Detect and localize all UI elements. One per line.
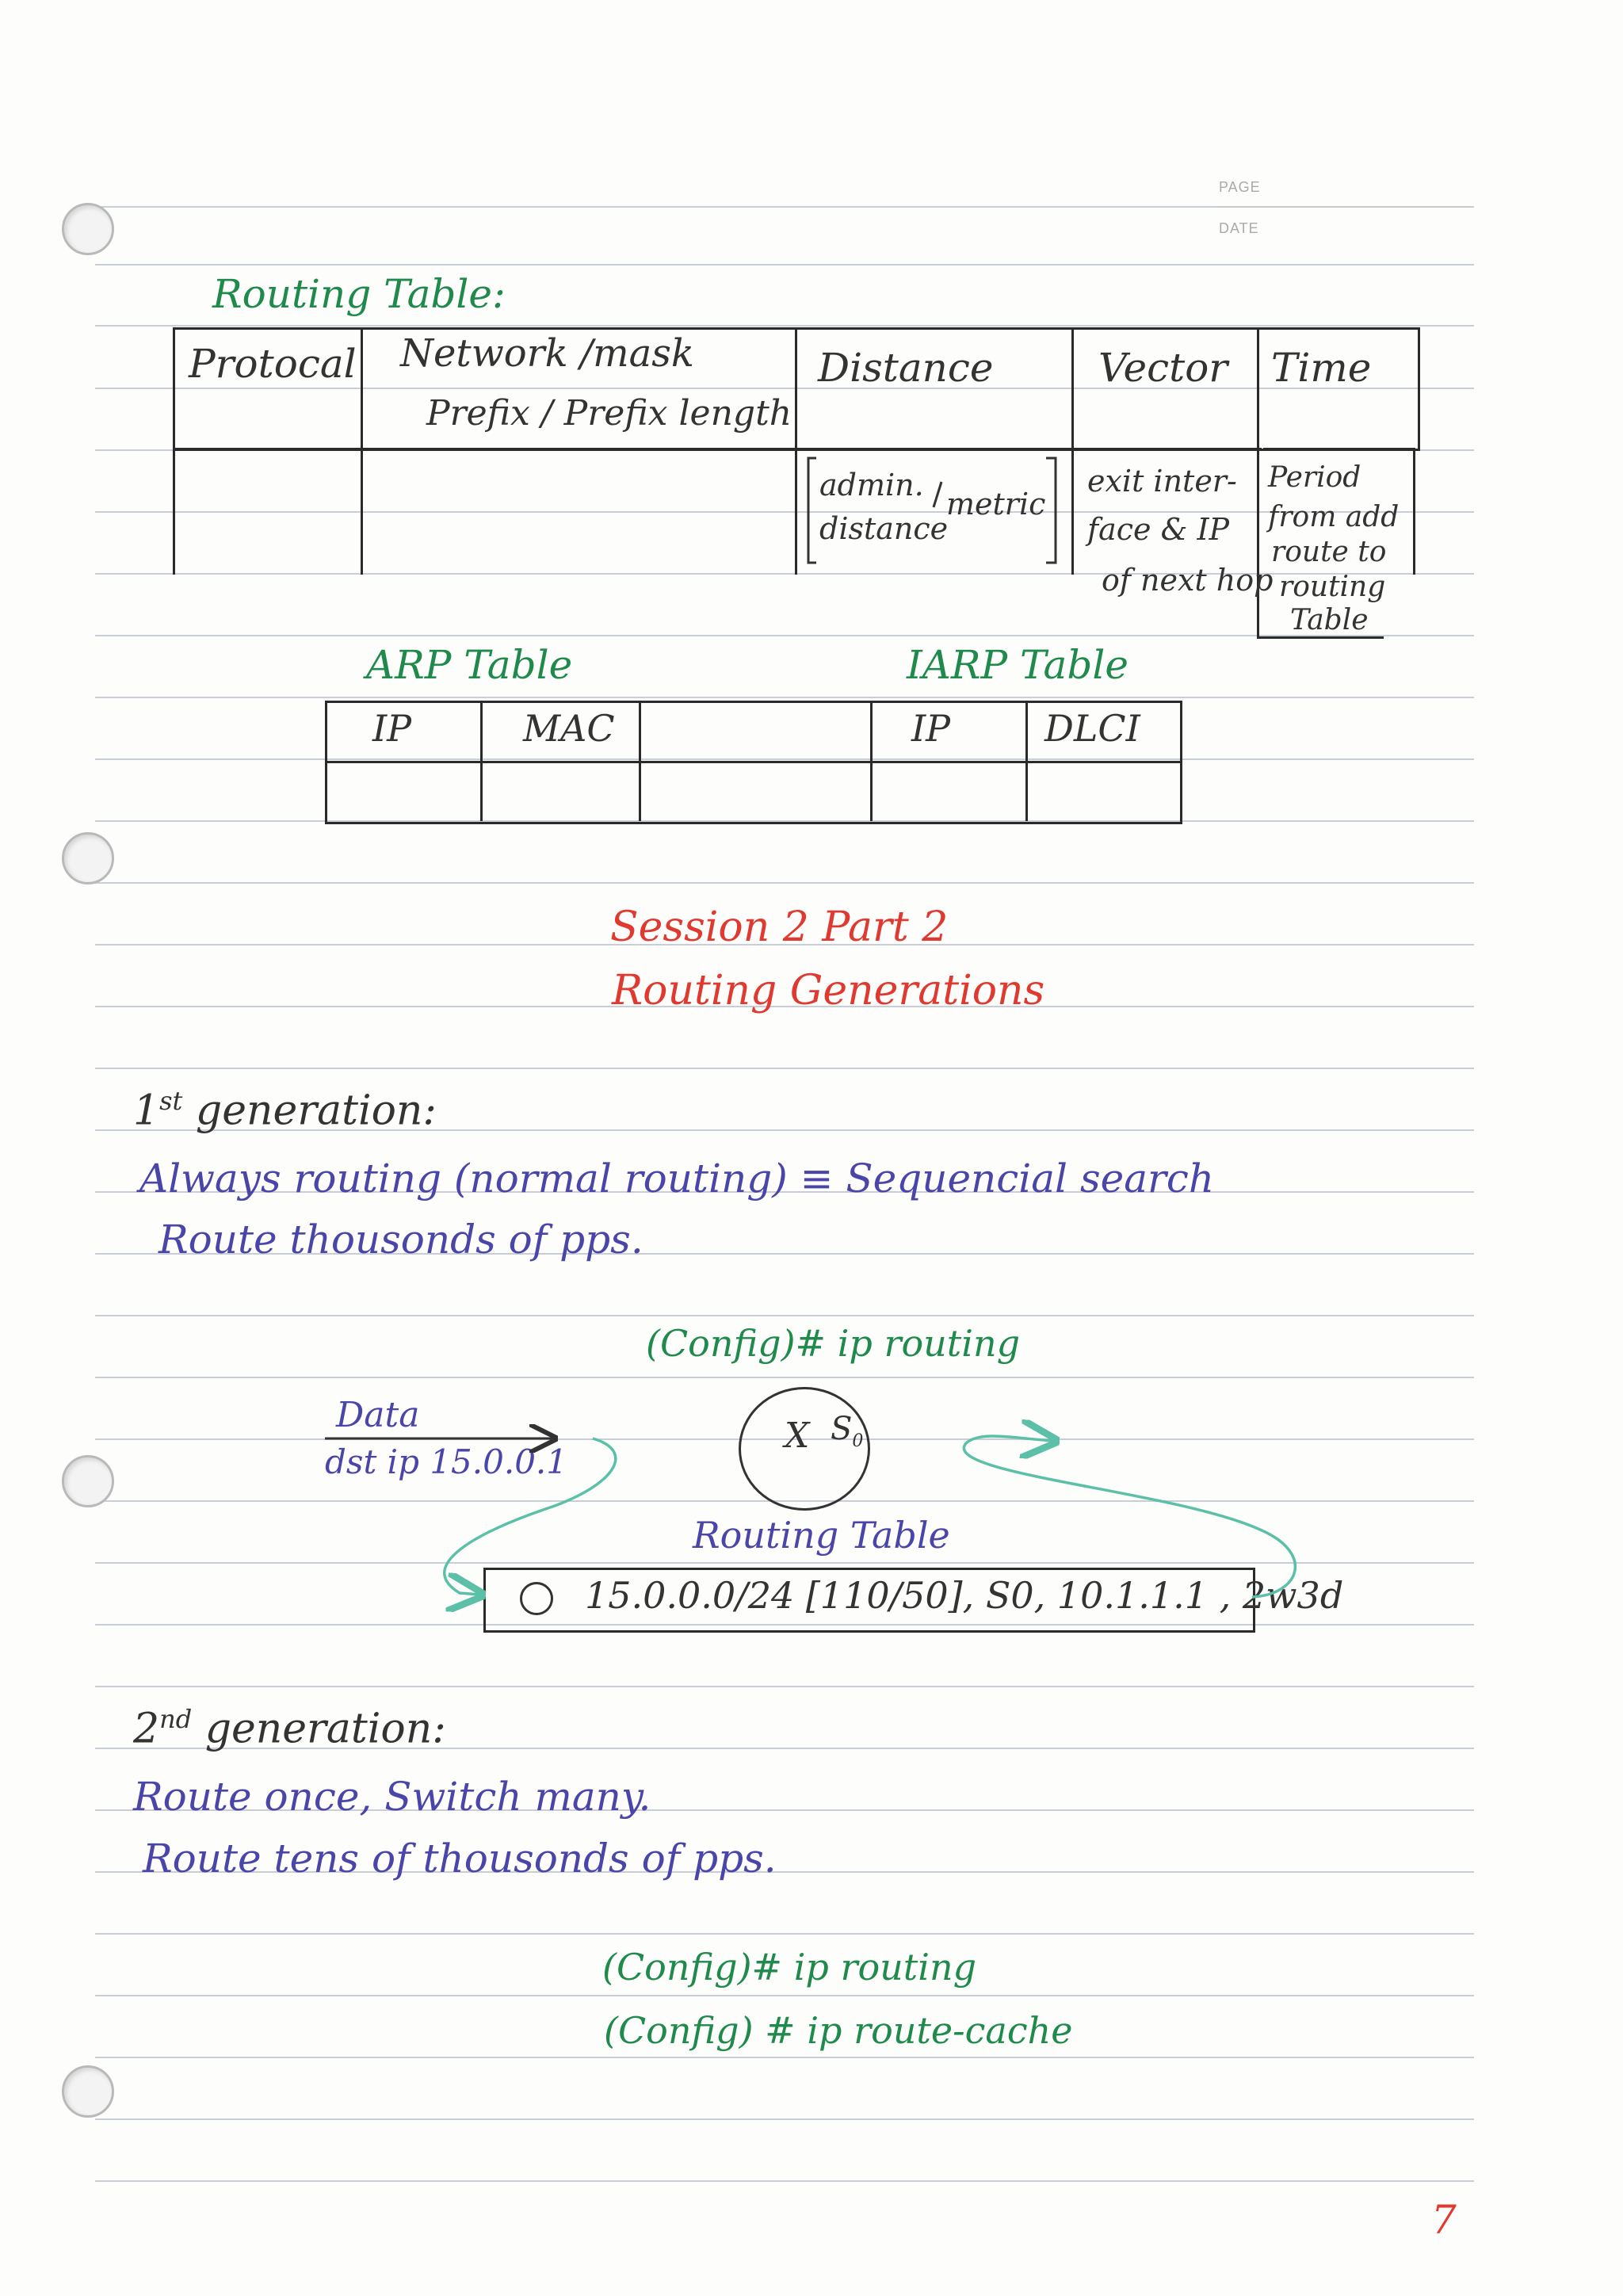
rt-vector-line1: exit inter- [1087, 464, 1237, 499]
first-generation-number: 1 [133, 1087, 160, 1135]
router-s-subscript: 0 [852, 1431, 864, 1451]
first-generation-command: (Config)# ip routing [646, 1322, 1021, 1365]
rt-time-line4: routing [1279, 571, 1386, 603]
rt-distance-distance: distance [819, 511, 949, 546]
dst-ip-label: dst ip 15.0.0.1 [325, 1442, 567, 1481]
diagram-routing-table-label: Routing Table [693, 1514, 950, 1557]
page-number: 7 [1431, 2197, 1457, 2243]
route-entry: 15.0.0.0/24 [110/50], S0, 10.1.1.1 , 2w3d [585, 1574, 1344, 1617]
second-generation-command1: (Config)# ip routing [602, 1946, 977, 1988]
second-generation-line1: Route once, Switch many. [133, 1774, 651, 1820]
router-x-label: X [785, 1415, 810, 1456]
rt-distance-metric: metric [946, 487, 1046, 521]
rt-time-line1: Period [1268, 461, 1361, 494]
rt-header-time: Time [1271, 345, 1372, 391]
rt-time-line2: from add [1268, 501, 1400, 533]
rt-time-line5: Table [1290, 604, 1369, 636]
rt-header-protocol: Protocal [189, 341, 357, 387]
page-label: PAGE [1219, 179, 1261, 195]
router-s-letter: S [831, 1411, 853, 1447]
second-generation-heading [133, 1704, 446, 1752]
second-generation-ordinal: nd [159, 1704, 193, 1734]
rt-vector-line3: of next hop [1102, 563, 1274, 598]
rt-distance-admin: admin. [819, 468, 924, 502]
second-generation-line2: Route tens of thousonds of pps. [143, 1836, 777, 1881]
second-generation-command2: (Config) # ip route-cache [604, 2009, 1073, 2052]
routing-table-title: Routing Table: [212, 271, 506, 317]
date-label: DATE [1219, 220, 1259, 236]
arp-table-title: ARP Table [366, 642, 573, 688]
rt-header-vector: Vector [1098, 345, 1228, 391]
iarp-header-dlci: DLCI [1044, 707, 1140, 750]
first-generation-line1: Always routing (normal routing) ≡ Sequencial search [139, 1156, 1215, 1201]
rt-header-network-mask: Network /mask [400, 331, 694, 376]
arp-header-mac: MAC [523, 707, 615, 750]
arp-header-ip: IP [372, 707, 412, 750]
first-generation-ordinal: st [159, 1086, 183, 1116]
first-generation-line2: Route thousonds of pps. [158, 1217, 643, 1263]
session-title: Session 2 Part 2 [610, 904, 949, 951]
rt-vector-line2: face & IP [1087, 512, 1230, 547]
rt-header-distance: Distance [818, 345, 994, 391]
iarp-header-ip: IP [911, 707, 951, 750]
second-generation-label: generation: [204, 1705, 446, 1753]
rt-time-line3: route to [1271, 536, 1387, 568]
rt-header-prefix: Prefix / Prefix length [426, 393, 792, 434]
first-generation-label: generation: [195, 1087, 437, 1135]
session-subtitle: Routing Generations [612, 967, 1045, 1014]
second-generation-number: 2 [133, 1705, 160, 1753]
data-label: Data [336, 1395, 420, 1435]
iarp-table-title: IARP Table [907, 642, 1128, 688]
